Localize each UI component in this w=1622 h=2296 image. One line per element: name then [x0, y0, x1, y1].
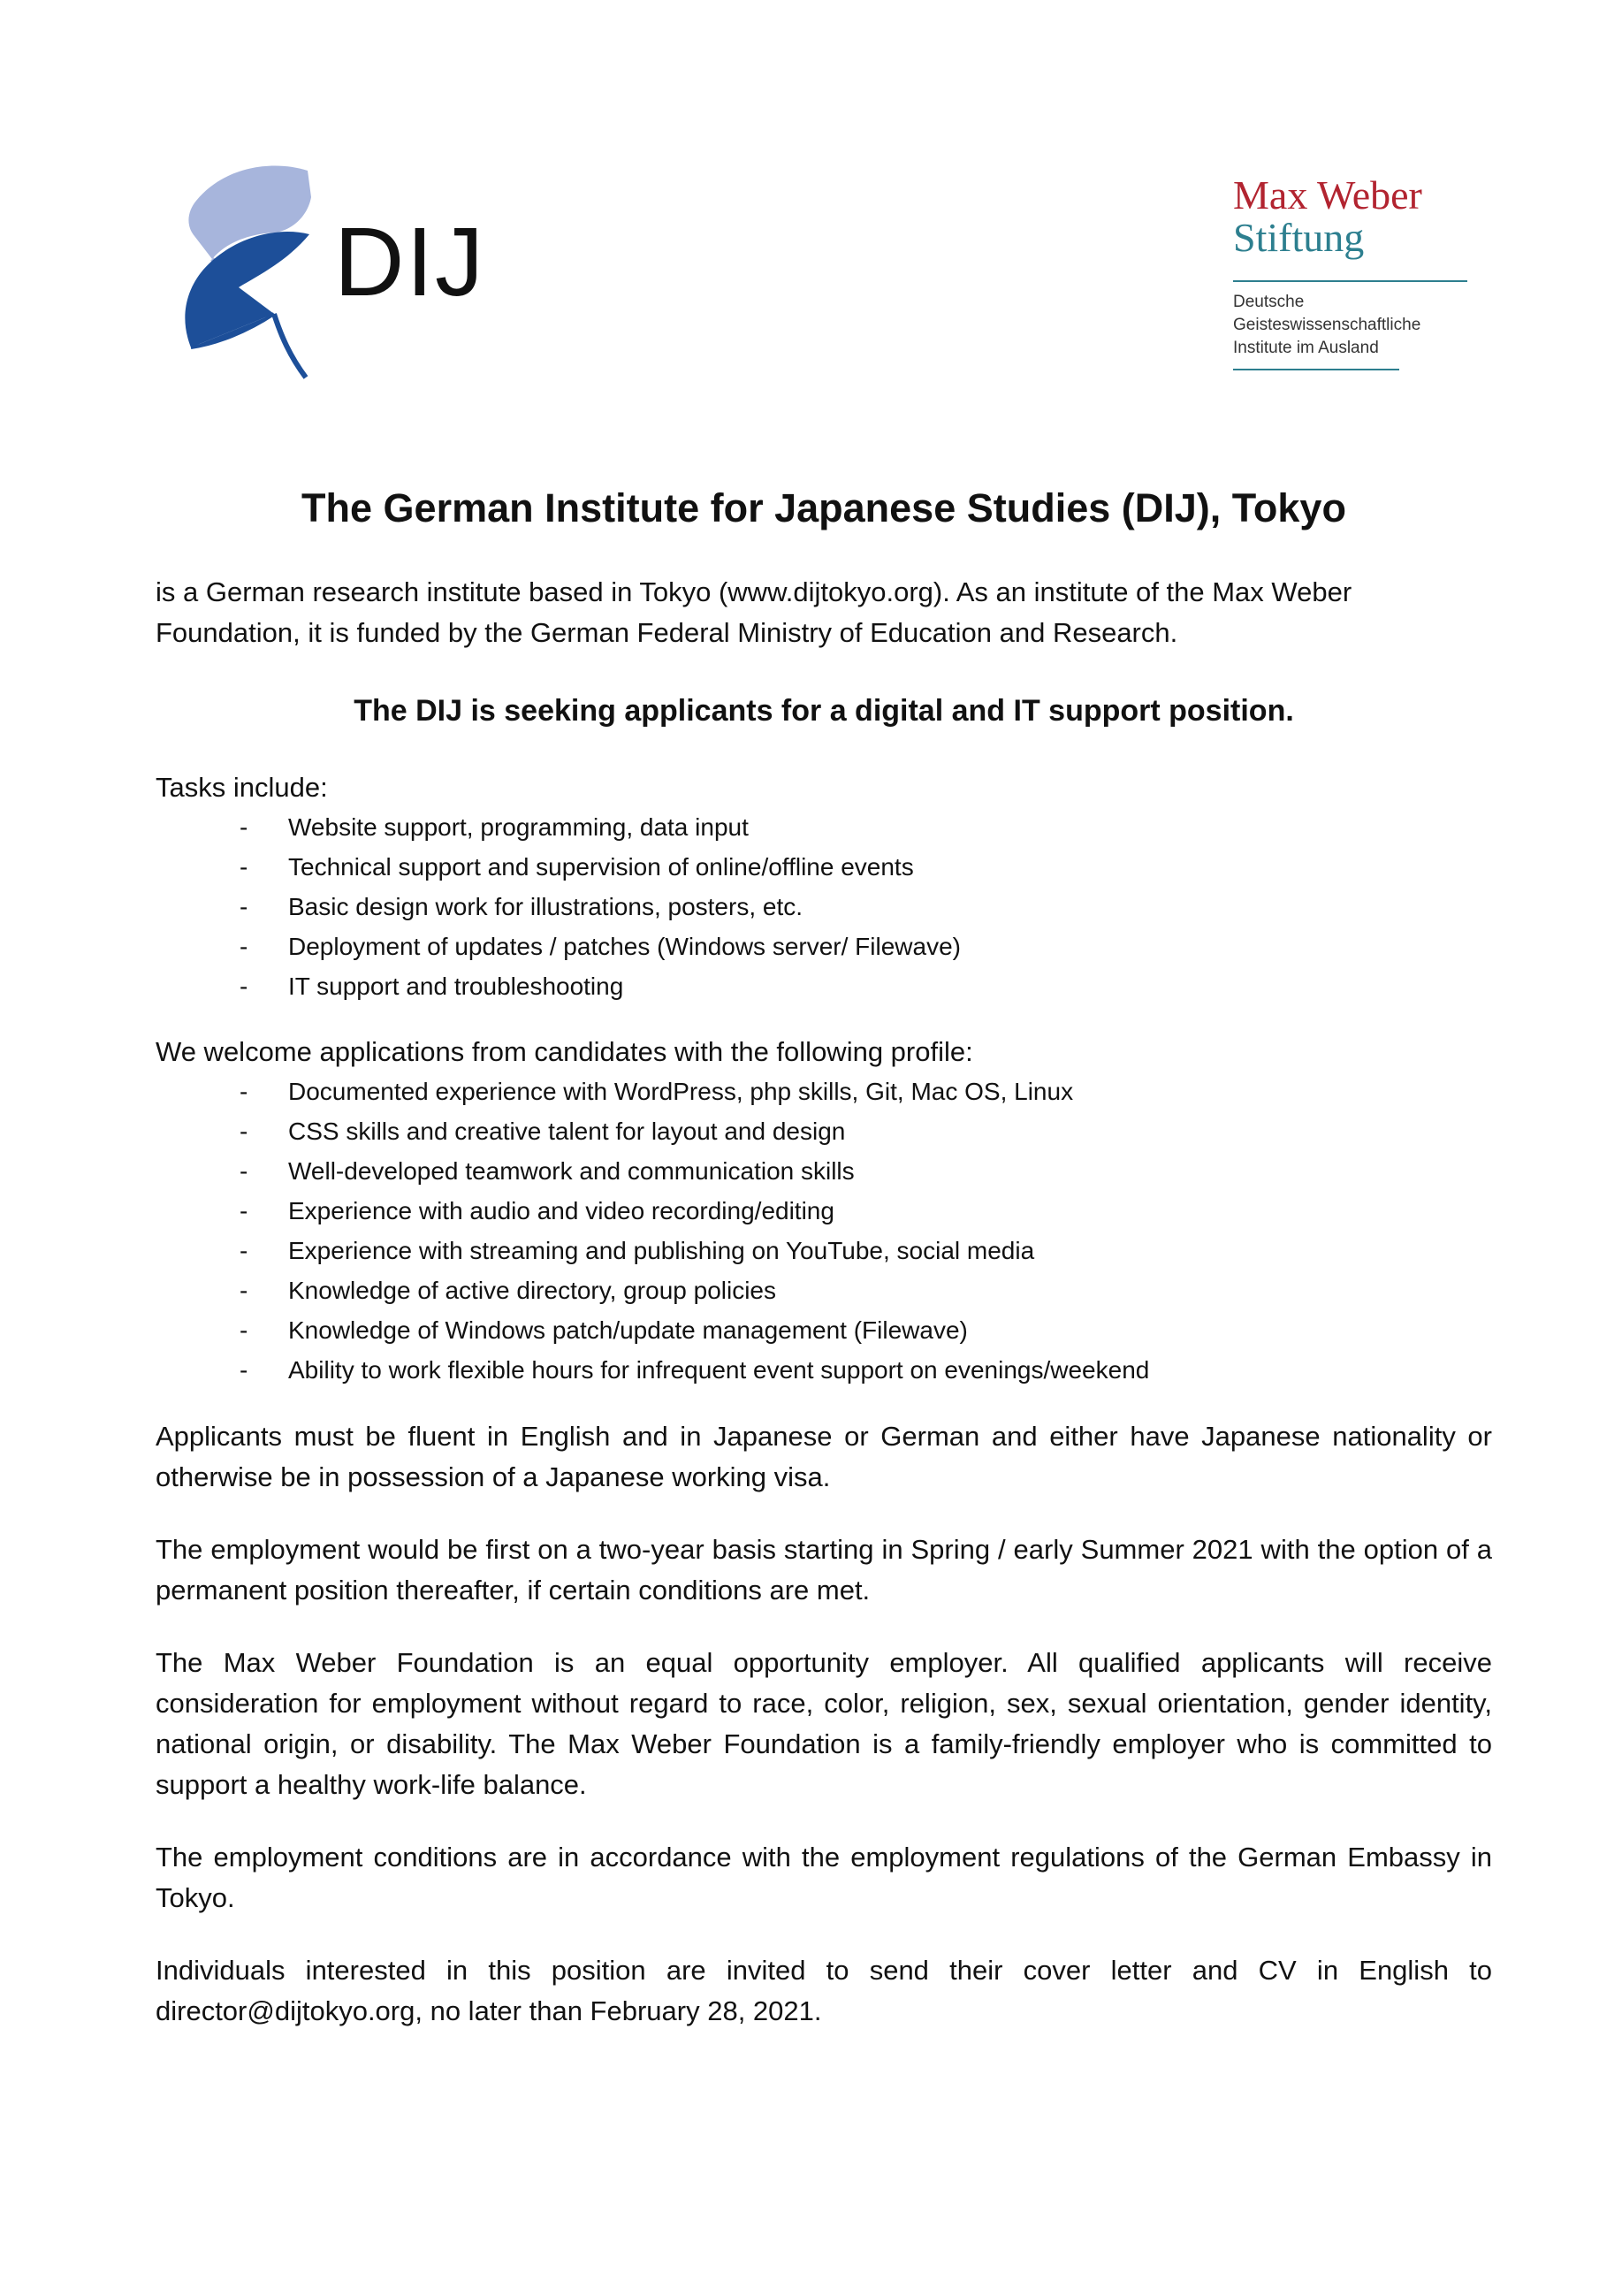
profile-list — [156, 1072, 1492, 1390]
profile-text: Documented experience with WordPress, php skills, Git, Mac OS, Linux — [288, 1078, 1074, 1105]
tasks-heading: Tasks include: — [156, 772, 328, 803]
profile-text: Experience with audio and video recording/editing — [288, 1197, 834, 1224]
task-text: Basic design work for illustrations, posters, etc. — [288, 893, 803, 920]
profile-text: Ability to work flexible hours for infrequent event support on evenings/weekend — [288, 1356, 1150, 1384]
list-marker: - — [240, 1117, 248, 1145]
list-marker: - — [240, 1237, 248, 1264]
list-item — [156, 1111, 1492, 1151]
list-marker: - — [240, 933, 248, 960]
document-body — [156, 482, 1492, 2063]
position-headline: The DIJ is seeking applicants for a digital and IT support position. — [354, 694, 1294, 728]
profile-text: Knowledge of Windows patch/update management (Filewave) — [288, 1316, 968, 1344]
profile-text: Knowledge of active directory, group policies — [288, 1277, 777, 1304]
requirements-paragraph: Applicants must be fluent in English and in Japanese or German and either have Japanese nationality or otherwise be in possession of a Japanese working visa. — [156, 1421, 1492, 1492]
equal-opportunity-paragraph: The Max Weber Foundation is an equal opportunity employer. All qualified applicants will receive consideration for employment without regard to race, color, religion, sex, sexual orientation, gender identity, national origin, or disability. The Max Weber Foundation is a family-friendly employer who is committed to support a healthy work-life balance. — [156, 1647, 1492, 1800]
tasks-list — [156, 807, 1492, 1006]
list-item — [156, 966, 1492, 1006]
dij-logo-text: DIJ — [334, 208, 485, 317]
profile-text: Well-developed teamwork and communication skills — [288, 1157, 855, 1185]
employment-terms-paragraph: The employment would be first on a two-year basis starting in Spring / early Summer 2021 with the option of a permanent position thereafter, if certain conditions are met. — [156, 1534, 1492, 1606]
profile-text: CSS skills and creative talent for layout and design — [288, 1117, 846, 1145]
list-item — [156, 1151, 1492, 1191]
task-text: Deployment of updates / patches (Windows server/ Filewave) — [288, 933, 961, 960]
regulations-paragraph: The employment conditions are in accordance with the employment regulations of the German Embassy in Tokyo. — [156, 1842, 1492, 1913]
mws-divider-top — [1233, 280, 1467, 282]
list-item — [156, 1191, 1492, 1231]
intro-paragraph: is a German research institute based in Tokyo (www.dijtokyo.org). As an institute of the Max Weber Foundation, it is funded by the German Federal Ministry of Education and Research. — [156, 576, 1352, 648]
list-marker: - — [240, 1356, 248, 1384]
task-text: IT support and troubleshooting — [288, 973, 624, 1000]
list-marker: - — [240, 1277, 248, 1304]
list-marker: - — [240, 1157, 248, 1185]
list-item — [156, 807, 1492, 847]
list-item — [156, 927, 1492, 966]
application-instructions-paragraph: Individuals interested in this position are invited to send their cover letter and CV in English to director@dijtokyo.org, no later than February 28, 2021. — [156, 1955, 1492, 2026]
mws-subtitle-line2: Geisteswissenschaftliche — [1233, 316, 1421, 334]
list-item — [156, 1231, 1492, 1270]
document-title: The German Institute for Japanese Studies (DIJ), Tokyo — [301, 485, 1346, 530]
list-marker: - — [240, 973, 248, 1000]
list-marker: - — [240, 1316, 248, 1344]
profile-text: Experience with streaming and publishing on YouTube, social media — [288, 1237, 1035, 1264]
list-marker: - — [240, 853, 248, 881]
task-text: Technical support and supervision of online/offline events — [288, 853, 914, 881]
list-item — [156, 887, 1492, 927]
list-item — [156, 1072, 1492, 1111]
list-marker: - — [240, 1197, 248, 1224]
list-item — [156, 1310, 1492, 1350]
list-marker: - — [240, 893, 248, 920]
list-item — [156, 1270, 1492, 1310]
mws-divider-bottom — [1233, 369, 1399, 370]
mws-subtitle-line3: Institute im Ausland — [1233, 339, 1379, 357]
task-text: Website support, programming, data input — [288, 813, 749, 841]
profile-heading: We welcome applications from candidates with the following profile: — [156, 1036, 973, 1067]
list-item — [156, 847, 1492, 887]
max-weber-stiftung-logo — [1233, 172, 1481, 380]
mws-title-line2: Stiftung — [1233, 215, 1365, 260]
list-marker: - — [240, 1078, 248, 1105]
mws-subtitle-line1: Deutsche — [1233, 293, 1305, 311]
list-marker: - — [240, 813, 248, 841]
mws-title-line1: Max Weber — [1233, 172, 1422, 217]
list-item — [156, 1350, 1492, 1390]
dij-logo — [177, 155, 495, 385]
